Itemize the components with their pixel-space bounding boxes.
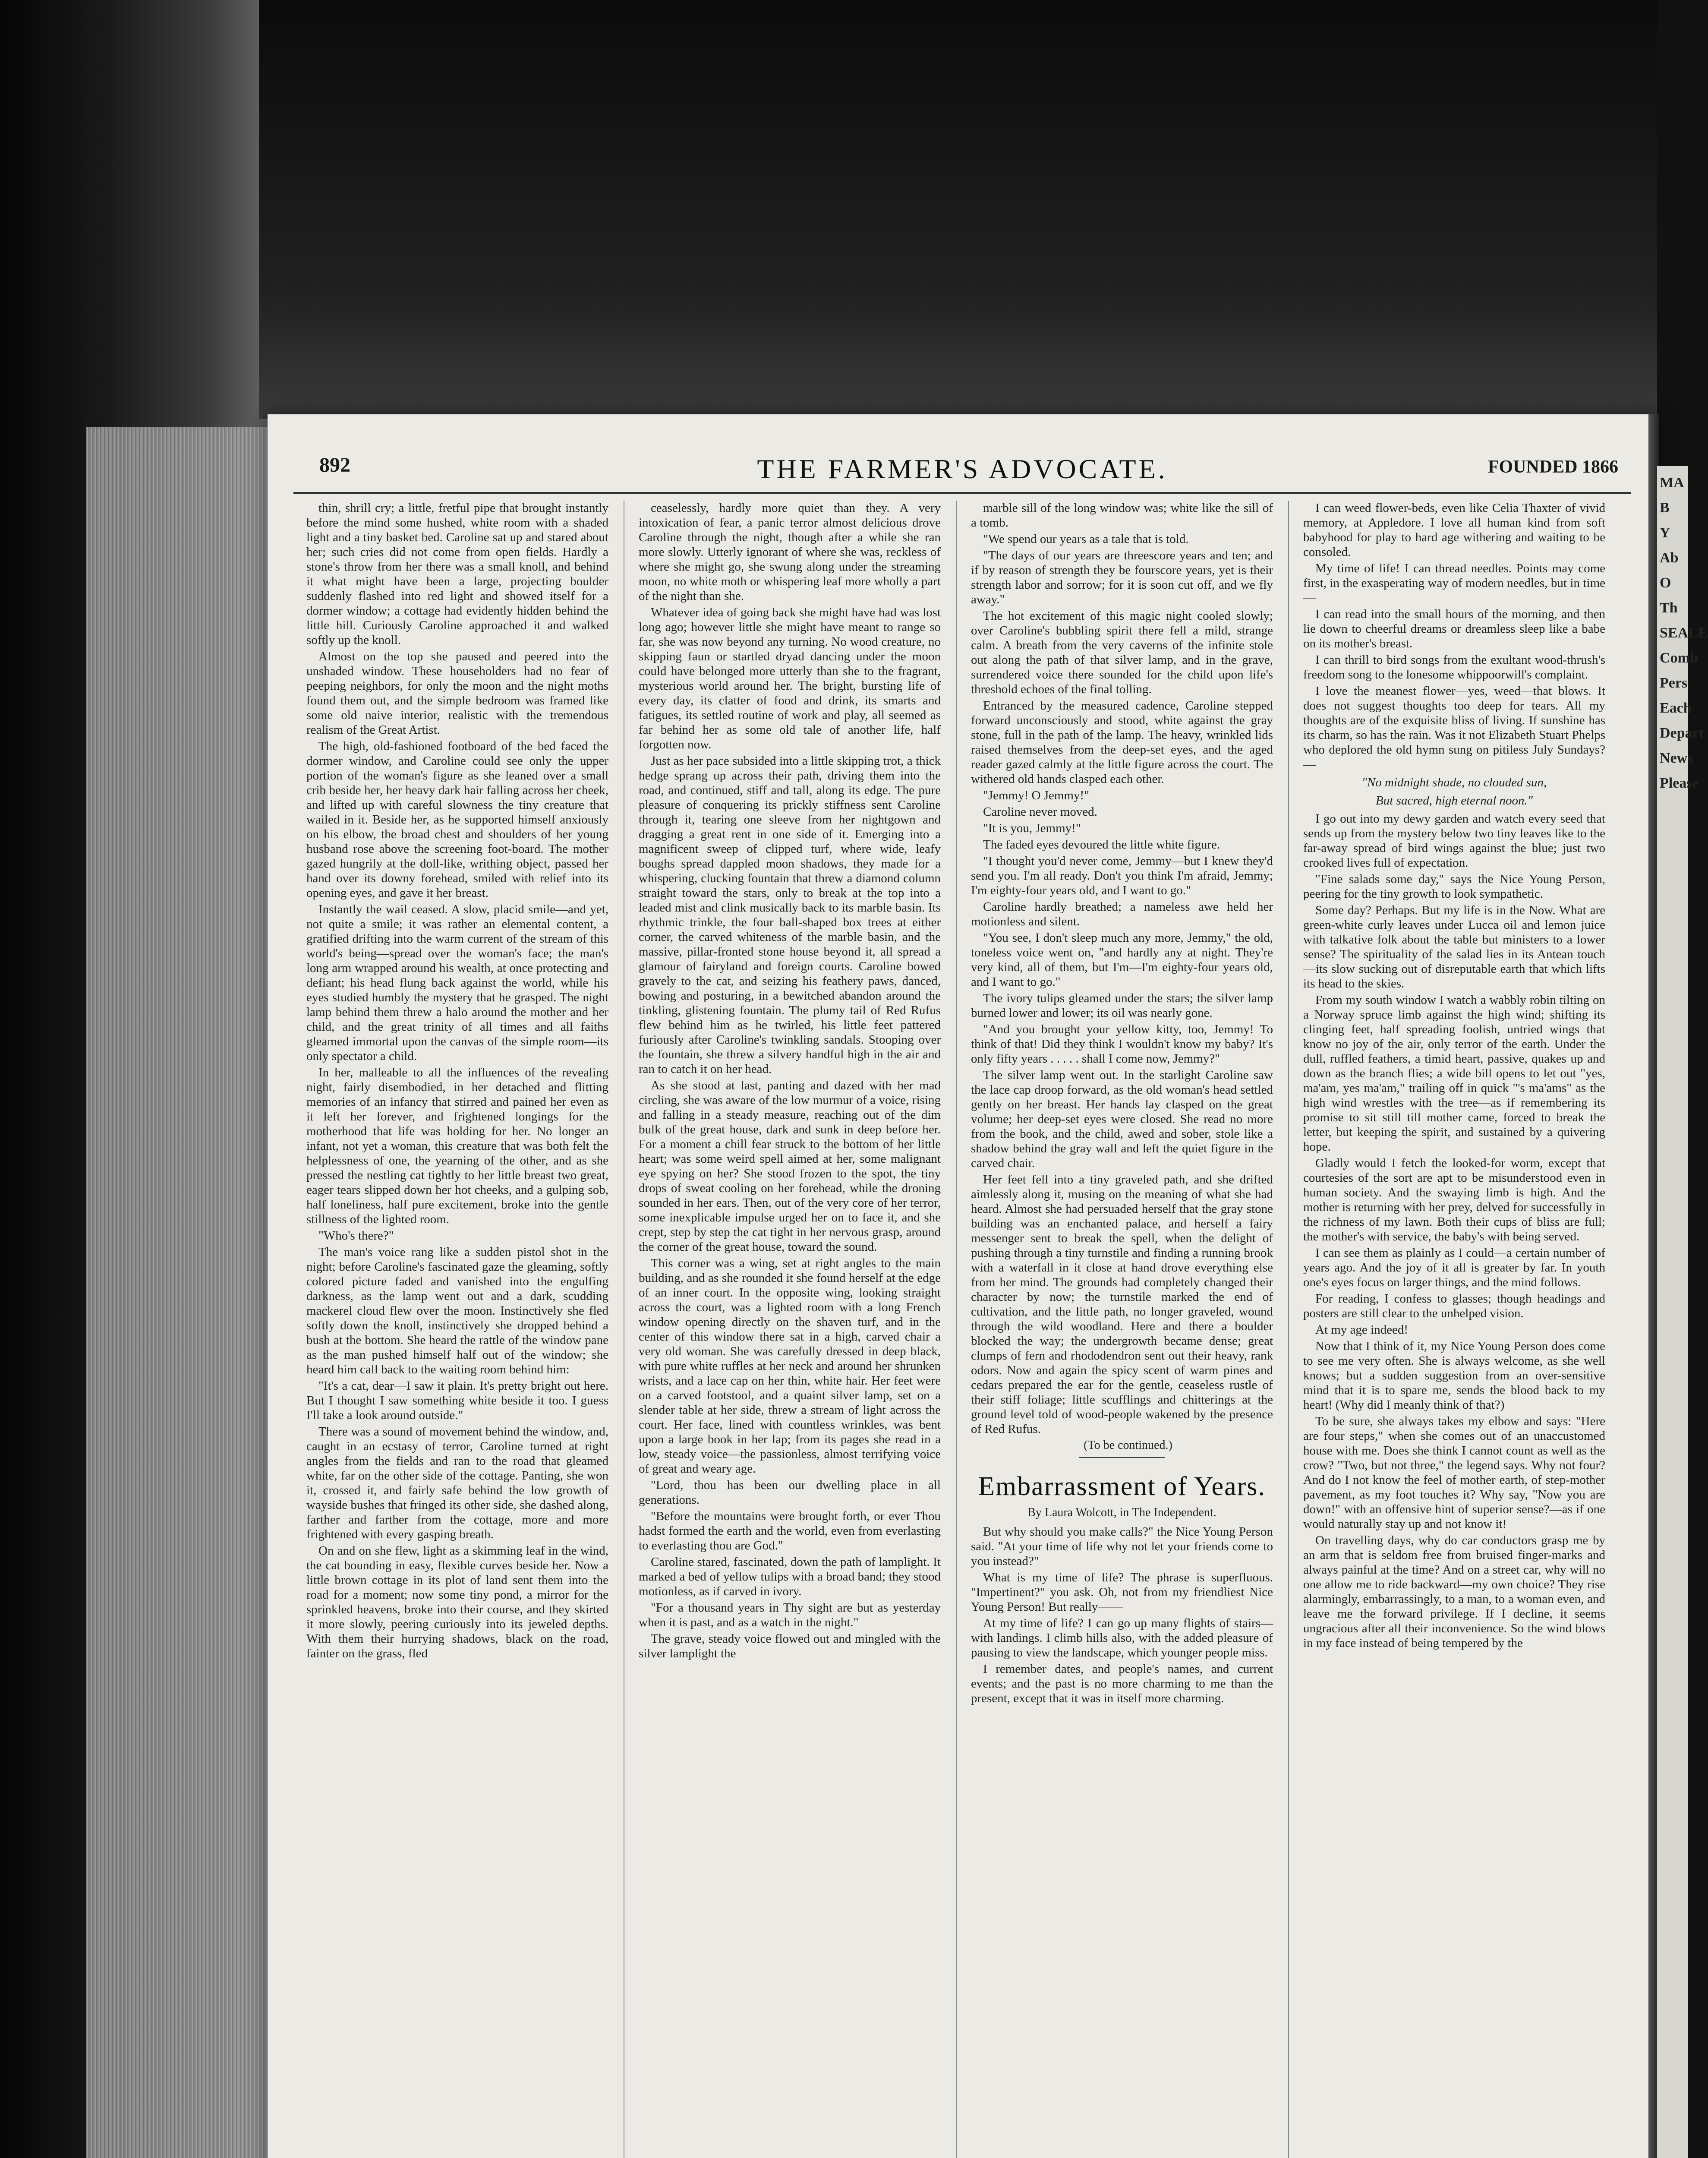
adjacent-page-fragment: News (1660, 750, 1693, 766)
paragraph: Gladly would I fetch the looked-for worm, except that courtesies of the sort are apt to be misunderstood even in human society. And the swaying limb is high. And the mother is returning with her prey, delved for successfully in the richness of my lawn. Both their cups of bliss are full; the mother's with service, the baby's with being served. (1303, 1156, 1605, 1243)
adjacent-page-fragment: Depart (1660, 725, 1704, 741)
paragraph: "Who's there?" (318, 1229, 394, 1243)
column-1 (306, 501, 608, 2158)
paragraph: From my south window I watch a wabbly robin tilting on a Norway spruce limb against the high wind; shifting its clinging feet, half spreading foolish, untried wings that know no joy of the air, only terror of the earth. Under the dull, ruffled feathers, a timid heart, passive, quakes up and down as the branch flies; a wide bill opens to let out "yes, ma'am, yes ma'am," trailing off in quick "'s ma'ams" as the high wind wrestles with the tree—as if remembering its promise to sit still till mother came, forced to break the letter, but keeping the spirit, and sustained by a quivering hope. (1303, 993, 1605, 1154)
adjacent-page-fragment: SEALE (1660, 625, 1708, 641)
verse-line: "No midnight shade, no clouded sun, (1361, 776, 1547, 789)
paragraph: "Jemmy! O Jemmy!" (983, 789, 1089, 802)
column-divider (1288, 501, 1289, 2158)
paragraph: "It's a cat, dear—I saw it plain. It's pretty bright out here. But I thought I saw something white beside it too. I guess I'll take a look around outside." (306, 1379, 608, 1422)
paragraph: Whatever idea of going back she might have had was lost long ago; however little she might have meant to range so far, she was now beyond any turning. No wood creature, no skipping faun or startled dryad dancing under the moon could have belonged more utterly than she to the fragrant, mysterious world around her. The bright, bursting life of every day, its clatter of food and drink, its smarts and fatigues, its settled routine of work and play, all seemed as far behind her as some old tale of another life, half forgotten now. (639, 606, 941, 751)
paragraph: "We spend our years as a tale that is told. (983, 532, 1189, 546)
column-divider (956, 501, 957, 2158)
adjacent-page-fragment: Each (1660, 700, 1692, 716)
microfilm-border-top (259, 0, 1657, 419)
paragraph: For reading, I confess to glasses; though headings and posters are still clear to the unhelped vision. (1303, 1292, 1605, 1320)
paragraph: ceaselessly, hardly more quiet than they. A very intoxication of fear, a panic terror almost delicious drove Caroline through the night, though after a while she ran more slowly. Utterly ignorant of where she was, reckless of where she might go, she swung along under the streaming moon, no white moth or whispering leaf more wholly a part of the night than she. (639, 501, 941, 603)
paragraph: The faded eyes devoured the little white figure. (983, 838, 1220, 852)
paragraph: I go out into my dewy garden and watch every seed that sends up from the mystery below two tiny leaves like to the far-away spread of bird wings against the blue; just two crooked lives full of expectation. (1303, 812, 1605, 870)
paragraph: On travelling days, why do car conductors grasp me by an arm that is seldom free from bruised finger-marks and always painful at the time? And on a street car, why will no one allow me to ride backward—my own choice? They rise alarmingly, embarrassingly, to a man, to a woman even, and leave me the forward privilege. If I decline, it seems ungracious after all their inconvenience. So the wind blows in my face instead of being tempered by the (1303, 1533, 1605, 1650)
founded-label: FOUNDED 1866 (1487, 457, 1618, 477)
paragraph: What is my time of life? The phrase is superfluous. "Impertinent?" you ask. Oh, not from my friendliest Nice Young Person! But really—— (971, 1571, 1273, 1614)
paragraph: The hot excitement of this magic night cooled slowly; over Caroline's bubbling spirit there fell a mild, strange calm. A breath from the very caverns of the infinite stole out along the path of that silver lamp, and in the grave, surrendered voice there sounded for the child upon life's threshold echoes of the final tolling. (971, 609, 1273, 696)
paragraph: There was a sound of movement behind the window, and, caught in an ecstasy of terror, Caroline turned at right angles from the fields and ran to the road that gleamed white, far on the other side of the cottage. Panting, she won it, crossed it, and fairly safe behind the low growth of wayside bushes that fringed its other side, she dashed along, farther and farther from the cottage, more and more frightened with every gasping breath. (306, 1425, 608, 1541)
paragraph: Instantly the wail ceased. A slow, placid smile—and yet, not quite a smile; it was rather an elemental content, a gratified drifting into the warm current of the stream of this world's being—spread over the woman's face; the man's long arm wrapped around his wealth, at once protecting and defiant; his head flung back against the world, while his eyes studied humbly the mystery that he grasped. The night lamp behind them threw a halo around the mother and her child, and the great trinity of all times and all faiths gleamed immortal upon the canvas of the simple room—its only spectator a child. (306, 902, 608, 1063)
adjacent-page-strip (1657, 466, 1708, 2158)
header-rule (293, 492, 1631, 494)
paragraph: thin, shrill cry; a little, fretful pipe that brought instantly before the mind some hushed, white room with a shaded light and a tiny basket bed. Caroline sat up and stared about her; such cries did not come from open fields. Hardly a stone's throw from her there was a small knoll, and behind it what might have been a large, projecting boulder suddenly flashed into red light and showed itself for a dormer window; a cottage had evidently hidden behind the little hill. Curiously Caroline approached it and walked softly up the knoll. (306, 501, 608, 647)
adjacent-page-fragment: Ab (1660, 550, 1679, 566)
adjacent-page-fragment: B (1660, 500, 1670, 516)
section-rule (1079, 1457, 1165, 1458)
paragraph: In her, malleable to all the influences of the revealing night, fairly disembodied, in her detached and flitting memories of an infancy that stirred and pained her even as it left her forever, and frightened longings for the motherhood that life was holding for her. No longer an infant, not yet a woman, this creature that was both felt the helplessness of one, the yearning of the other, and as she pressed the nestling cat tightly to her little breast two great, eager tears slipped down her hot cheeks, and a gulping sob, half loneliness, half pure excitement, broke into the gentle stillness of the lighted room. (306, 1066, 608, 1226)
paragraph: "It is you, Jemmy!" (983, 821, 1081, 835)
paragraph: marble sill of the long window was; white like the sill of a tomb. (971, 501, 1273, 530)
paragraph: My time of life! I can thread needles. Points may come first, in the exasperating way of modern needles, but in time— (1303, 562, 1605, 605)
paragraph: "You see, I don't sleep much any more, Jemmy," the old, toneless voice went on, "and hardly any at night. They're very kind, all of them, but I'm—I'm eighty-four years old, and I want to go." (971, 931, 1273, 989)
paragraph: Her feet fell into a tiny graveled path, and she drifted aimlessly along it, musing on the meaning of what she had heard. Almost she had persuaded herself that the gray stone building was an enchanted palace, and herself a fairy messenger sent to break the spell, when the delight of pushing through a tiny turnstile and finding a running brook with a waterfall in it close at hand drove everything else from her mind. The grounds had completely changed their character by now; the turnstile marked the end of cultivation, and the little path, no longer graveled, wound through the wild woodland. Here and there a boulder blocked the way; the undergrowth became dense; great clumps of fern and rhododendron sent out their heavy, rank odors. Now and again the spicy scent of warm pines and cedars prepared the ear for the gentle, ceaseless rustle of their stiff foliage; little scufflings and chitterings at the ground level told of wood-people wakened by the presence of Red Rufus. (971, 1173, 1273, 1436)
paragraph: Entranced by the measured cadence, Caroline stepped forward unconsciously and stood, white against the gray stone, full in the path of the lamp. The heavy, wrinkled lids raised themselves from the deep-set eyes, and the aged reader gazed calmly at the little figure across the court. The withered old hands clasped each other. (971, 699, 1273, 786)
paragraph: Almost on the top she paused and peered into the unshaded window. These householders had no fear of peeping neighbors, for only the moon and the night moths found them out, and the simple bedroom was framed like some old naive interior, realistic with the tremendous realism of the Great Artist. (306, 650, 608, 737)
adjacent-page-fragment: MA (1660, 475, 1684, 491)
adjacent-page-fragment: Pers (1660, 675, 1688, 691)
column-2 (639, 501, 941, 2158)
paragraph: But why should you make calls?" the Nice Young Person said. "At your time of life why not let your friends come to you instead?" (971, 1525, 1273, 1568)
paragraph: I can see them as plainly as I could—a certain number of years ago. And the joy of it all is greater by far. In youth one's eyes focus on larger things, and the mind follows. (1303, 1246, 1605, 1289)
page-number: 892 (319, 454, 350, 476)
article-title: Embarrassment of Years. (978, 1472, 1266, 1501)
adjacent-page-fragment: Please (1660, 775, 1699, 791)
paragraph: Caroline stared, fascinated, down the path of lamplight. It marked a bed of yellow tulips with a broad band; they stood motionless, as if carved in ivory. (639, 1555, 941, 1598)
newspaper-page (268, 414, 1657, 2158)
paragraph: "And you brought your yellow kitty, too, Jemmy! To think of that! Did they think I wouldn't know my baby? It's only fifty years . . . . . shall I come now, Jemmy?" (971, 1022, 1273, 1066)
paragraph: "Lord, thou has been our dwelling place in all generations. (639, 1478, 941, 1507)
masthead-title: THE FARMER'S ADVOCATE. (757, 454, 1168, 484)
paragraph: I can read into the small hours of the morning, and then lie down to cheerful dreams or dreamless sleep like a babe on its mother's breast. (1303, 607, 1605, 650)
paragraph: The silver lamp went out. In the starlight Caroline saw the lace cap droop forward, as the old woman's head settled gently on her breast. Her hands lay clasped on the great volume; her deep-set eyes were closed. She read no more from the book, and the child, awed and sober, stole like a shadow behind the gray wall and left the quiet figure in the carved chair. (971, 1068, 1273, 1170)
adjacent-page-fragment: Y (1660, 525, 1670, 541)
paragraph: Caroline hardly breathed; a nameless awe held her motionless and silent. (971, 900, 1273, 928)
paragraph: The grave, steady voice flowed out and mingled with the silver lamplight the (639, 1632, 941, 1660)
column-4 (1303, 501, 1605, 2158)
text-columns (306, 501, 1636, 2158)
column-3 (971, 501, 1273, 2158)
paragraph: "The days of our years are threescore years and ten; and if by reason of strength they be fourscore years, yet is their strength labor and sorrow; for it is soon cut off, and we fly away." (971, 549, 1273, 606)
paragraph: Just as her pace subsided into a little skipping trot, a thick hedge sprang up across their path, driving them into the road, and continued, stiff and tall, along its edge. The pure pleasure of conquering its prickly stiffness sent Caroline through it, tearing one sleeve from her nightgown and dragging a great rent in one side of it. Emerging into a magnificent sweep of clipped turf, where wide, leafy boughs spread dappled moon shadows, they made for a whispering, clucking fountain that threw a diamond column straight toward the stars, only to break at the top into a leaded mist and clink musically back to its marble basin. Its rhythmic trinkle, the four ball-shaped box trees at either corner, the carved whiteness of the marble basin, and the massive, pillar-fronted stone house beyond it, all spread a glamour of fairyland and foreign courts. Caroline bowed gravely to the cat, and seizing his feathery paws, danced, bowing and posturing, in a bewitched abandon around the tinkling, glistening fountain. The plumy tail of Red Rufus flew behind him as he twirled, his little feet pattered furiously after Caroline's twinkling sandals. Stooping over the fountain, she threw a silvery handful high in the air and ran to catch it on her head. (639, 754, 941, 1076)
paragraph: "I thought you'd never come, Jemmy—but I knew they'd send you. I'm all ready. Don't you think I'm afraid, Jemmy; I'm eighty-four years old, and I want to go." (971, 854, 1273, 897)
paragraph: Caroline never moved. (983, 805, 1097, 819)
paragraph: To be sure, she always takes my elbow and says: "Here are four steps," when she comes out of an unaccustomed house with me. Does she think I cannot count as well as the crow? "Two, but not three," the legend says. Why not four? And do I not know the feel of mother earth, of step-mother pavement, as my foot touches it? Why say, "Now you are down!" with an offensive hint of superior sense?—as if one would naturally stay up and not know it! (1303, 1414, 1605, 1531)
continued-note: (To be continued.) (1084, 1439, 1172, 1452)
paragraph: Now that I think of it, my Nice Young Person does come to see me very often. She is always welcome, as she well knows; but a sudden suggestion from an over-sensitive mind that it is to spare me, sends the blood back to my heart! (Why did I meanly think of that?) (1303, 1339, 1605, 1412)
verse-line: But sacred, high eternal noon." (1376, 794, 1533, 808)
adjacent-page-fragment: O (1660, 575, 1671, 591)
paragraph: "Fine salads some day," says the Nice Young Person, peering for the tiny growth to look sympathetic. (1303, 872, 1605, 901)
paragraph: "For a thousand years in Thy sight are but as yesterday when it is past, and as a watch in the night." (639, 1601, 941, 1629)
paragraph: At my age indeed! (1315, 1323, 1409, 1337)
paragraph: I love the meanest flower—yes, weed—that blows. It does not suggest thoughts too deep for tears. All my thoughts are of the exquisite bliss of living. If sunshine has its charm, so has the rain. Was it not Elizabeth Stuart Phelps who deplored the old hymn sung on pitiless July Sundays?— (1303, 684, 1605, 771)
paragraph: The ivory tulips gleamed under the stars; the silver lamp burned lower and lower; its oil was nearly gone. (971, 991, 1273, 1020)
book-page-edges (86, 427, 276, 2158)
page-header (293, 453, 1631, 492)
paragraph: On and on she flew, light as a skimming leaf in the wind, the cat bounding in easy, flexible curves beside her. Now a little brown cottage in its plot of land sent them into the road for a moment; now some tiny pond, a mirror for the sprinkled heavens, broke into their course, and they skirted it more slowly, peering curiously into its jeweled depths. With them their hurrying shadows, black on the road, fainter on the grass, fled (306, 1544, 608, 1660)
paragraph: As she stood at last, panting and dazed with her mad circling, she was aware of the low murmur of a voice, rising and falling in a steady measure, reaching out of the dim bulk of the great house, dark and sunk in deep before her. For a moment a chill fear struck to the bottom of her little heart; was some weird spell aimed at her, some malignant eye spying on her? She stood frozen to the spot, the tiny drops of sweat cooling on her forehead, while the droning sounded in her ears. Then, out of the very core of her terror, some inexplicable impulse urged her on to face it, and she crept, step by step the cat tight in her nervous grasp, around the corner of the great house, toward the sound. (639, 1079, 941, 1254)
paragraph: At my time of life? I can go up many flights of stairs—with landings. I climb hills also, with the added pleasure of pausing to view the landscape, which younger people miss. (971, 1616, 1273, 1660)
article-byline: By Laura Wolcott, in The Independent. (1027, 1506, 1216, 1519)
paragraph: I can weed flower-beds, even like Celia Thaxter of vivid memory, at Appledore. I love all human kind from soft babyhood for play to hard age withering and waiting to be consoled. (1303, 501, 1605, 559)
paragraph: The high, old-fashioned footboard of the bed faced the dormer window, and Caroline could see only the upper portion of the woman's figure as she leaned over a small crib beside her, her heavy dark hair falling across her cheek, and lifted up with careful slowness the tiny creature that wailed in it. Beside her, as he supported himself anxiously on his elbow, the broad chest and shoulders of her young husband rose above the screening foot-board. The mother gazed hungrily at the doll-like, writhing object, passed her hand over its downy forehead, smiled with relief into its opening eyes, and gave it her breast. (306, 739, 608, 900)
paragraph: I remember dates, and people's names, and current events; and the past is no more charming to me than the present, except that it was in itself more charming. (971, 1662, 1273, 1705)
adjacent-page-fragment: Comb (1660, 650, 1698, 666)
paragraph: Some day? Perhaps. But my life is in the Now. What are green-white curly leaves under Lucca oil and lemon juice with talkative folk about the table but ministers to a lower sense? The spirituality of the salad lies in its Antean touch—its slow sucking out of disreputable earth that which lifts its head to the skies. (1303, 903, 1605, 991)
paragraph: This corner was a wing, set at right angles to the main building, and as she rounded it she found herself at the edge of an inner court. In the opposite wing, looking straight across the court, was a lighted room with a long French window opening directly on the shaven turf, and in the center of this window there sat in a high, carved chair a very old woman. She was carefully dressed in deep black, with pure white ruffles at her neck and around her shrunken wrists, and a lace cap on her thin, white hair. Her feet were on a carved footstool, and a quaint silver lamp, set on a slender table at her side, threw a stream of light across the court. Her face, lined with countless wrinkles, was bent upon a large book in her lap; from its pages she read in a low, steady voice—the passionless, almost terrifying voice of great and weary age. (639, 1256, 941, 1476)
paragraph: "Before the mountains were brought forth, or ever Thou hadst formed the earth and the world, even from everlasting to everlasting thou are God." (639, 1509, 941, 1552)
paragraph: The man's voice rang like a sudden pistol shot in the night; before Caroline's fascinated gaze the gleaming, softly colored picture faded and vanished into the engulfing darkness, as the lamp went out and a dark, scudding mackerel cloud flew over the moon. Instinctively she fled softly down the knoll, instinctively she dropped behind a bush at the bottom. She heard the rattle of the window pane as the man pushed himself half out of the window; she heard him call back to the waiting room behind him: (306, 1245, 608, 1376)
paragraph: I can thrill to bird songs from the exultant wood-thrush's freedom song to the lonesome whippoorwill's complaint. (1303, 653, 1605, 681)
adjacent-page-fragment: Th (1660, 600, 1678, 616)
